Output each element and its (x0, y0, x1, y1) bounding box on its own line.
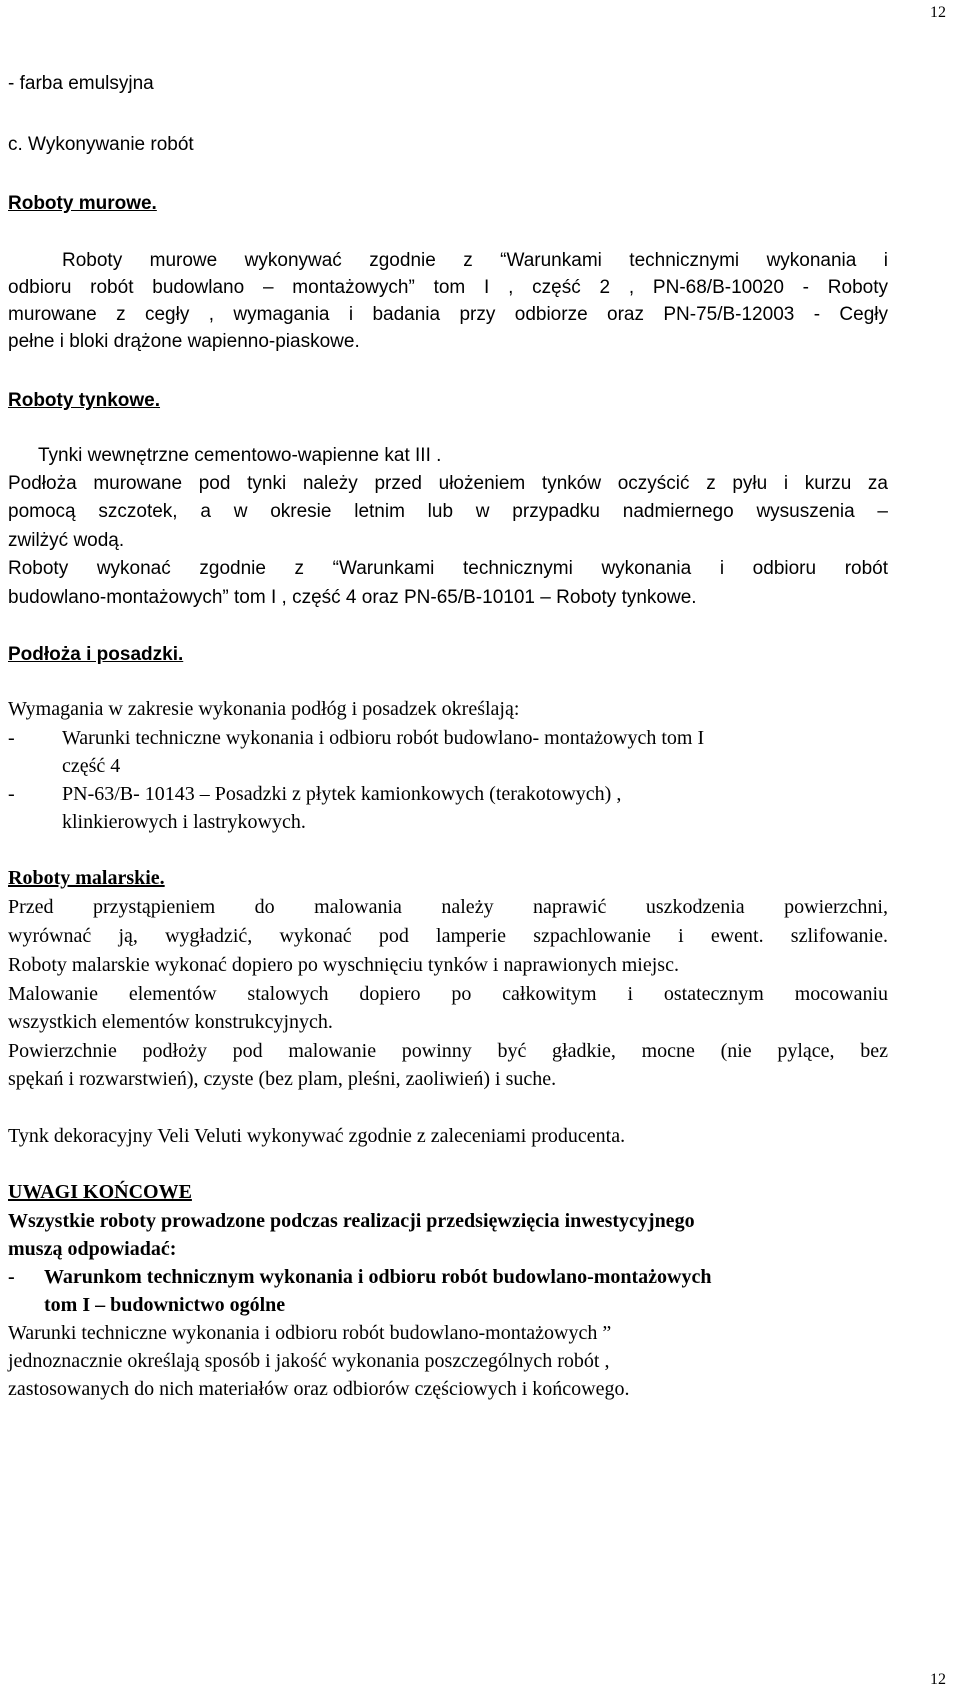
list-dash: - (8, 1266, 15, 1288)
malarskie-heading: Roboty malarskie. (8, 867, 165, 889)
malarskie-line: wszystkich elementów konstrukcyjnych. (8, 1011, 333, 1033)
page-number-bottom: 12 (930, 1671, 946, 1688)
list-item: Warunkom technicznym wykonania i odbioru robót budowlano-montażowych (44, 1266, 712, 1288)
murowe-line: pełne i bloki drążone wapienno-piaskowe. (8, 331, 360, 352)
malarskie-line: Powierzchnie podłoży pod malowanie powinny być gładkie, mocne (nie pylące, bez (8, 1040, 888, 1062)
uwagi-heading: UWAGI KOŃCOWE (8, 1181, 192, 1203)
murowe-line: odbioru robót budowlano – montażowych” tom I , część 2 , PN-68/B-10020 - Roboty (8, 277, 888, 298)
list-item-continuation: tom I – budownictwo ogólne (44, 1294, 286, 1316)
uwagi-bold-line: Wszystkie roboty prowadzone podczas realizacji przedsięwzięcia inwestycyjnego (8, 1210, 695, 1232)
uwagi-line: zastosowanych do nich materiałów oraz odbiorów częściowych i końcowego. (8, 1378, 630, 1400)
list-item-continuation: część 4 (62, 755, 121, 777)
tynkowe-subheading: Tynki wewnętrzne cementowo-wapienne kat III . (38, 445, 442, 466)
list-item: PN-63/B- 10143 – Posadzki z płytek kamionkowych (terakotowych) , (62, 783, 622, 805)
uwagi-bold-line: muszą odpowiadać: (8, 1238, 177, 1260)
material-item: - farba emulsyjna (8, 73, 154, 94)
malarskie-line: spękań i rozwarstwień), czyste (bez plam, pleśni, zaoliwień) i suche. (8, 1068, 557, 1090)
list-item-continuation: klinkierowych i lastrykowych. (62, 811, 306, 833)
veli-veluti-note: Tynk dekoracyjny Veli Veluti wykonywać zgodnie z zaleceniami producenta. (8, 1125, 626, 1147)
list-item: Warunki techniczne wykonania i odbioru robót budowlano- montażowych tom I (62, 727, 705, 749)
tynkowe-line: Roboty wykonać zgodnie z “Warunkami technicznymi wykonania i odbioru robót (8, 558, 888, 579)
list-dash: - (8, 727, 15, 749)
section-heading: c. Wykonywanie robót (8, 134, 194, 155)
malarskie-line: Roboty malarskie wykonać dopiero po wyschnięciu tynków i naprawionych miejsc. (8, 954, 679, 976)
tynkowe-line: budowlano-montażowych” tom I , część 4 oraz PN-65/B-10101 – Roboty tynkowe. (8, 587, 697, 608)
uwagi-line: jednoznacznie określają sposób i jakość wykonania poszczególnych robót , (8, 1350, 610, 1372)
posadzki-heading: Podłoża i posadzki. (8, 644, 184, 665)
page-number-top: 12 (930, 4, 946, 21)
tynkowe-heading: Roboty tynkowe. (8, 390, 161, 411)
list-dash: - (8, 783, 15, 805)
tynkowe-line: Podłoża murowane pod tynki należy przed ułożeniem tynków oczyścić z pyłu i kurzu za (8, 473, 888, 494)
tynkowe-line: zwilżyć wodą. (8, 530, 125, 551)
posadzki-intro: Wymagania w zakresie wykonania podłóg i posadzek określają: (8, 698, 520, 720)
malarskie-line: Malowanie elementów stalowych dopiero po całkowitym i ostatecznym mocowaniu (8, 983, 888, 1005)
malarskie-line: Przed przystąpieniem do malowania należy naprawić uszkodzenia powierzchni, (8, 896, 888, 918)
malarskie-line: wyrównać ją, wygładzić, wykonać pod lamperie szpachlowanie i ewent. szlifowanie. (8, 925, 888, 947)
murowe-line: murowane z cegły , wymagania i badania przy odbiorze oraz PN-75/B-12003 - Cegły (8, 304, 888, 325)
uwagi-line: Warunki techniczne wykonania i odbioru robót budowlano-montażowych ” (8, 1322, 612, 1344)
murowe-heading: Roboty murowe. (8, 193, 157, 214)
murowe-line: Roboty murowe wykonywać zgodnie z “Warunkami technicznymi wykonania i (62, 250, 888, 271)
tynkowe-line: pomocą szczotek, a w okresie letnim lub w przypadku nadmiernego wysuszenia – (8, 501, 888, 522)
